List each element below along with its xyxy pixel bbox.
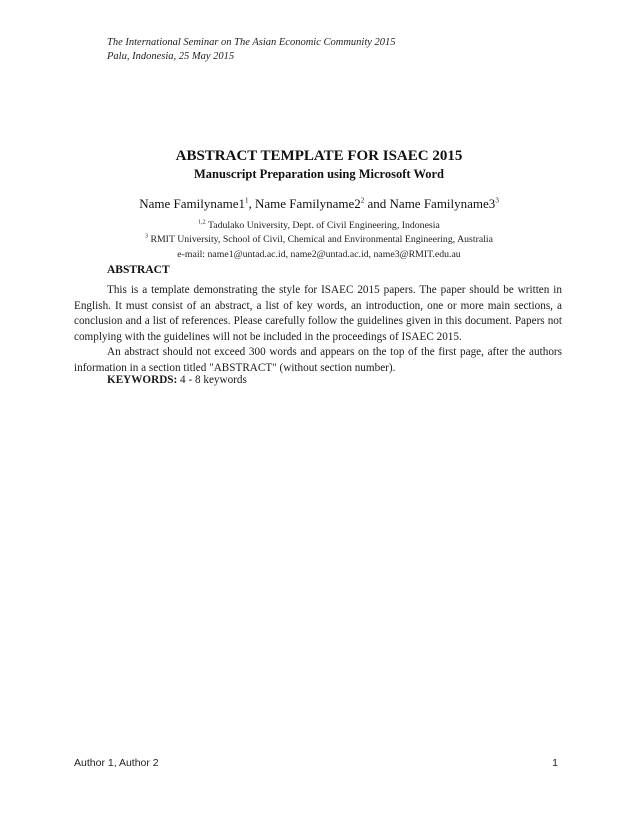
affiliation-text: RMIT University, School of Civil, Chemical and Environmental Engineering, Australia — [150, 234, 493, 245]
abstract-heading: ABSTRACT — [107, 264, 170, 276]
affiliation-line — [0, 220, 638, 231]
header-location-date: Palu, Indonesia, 25 May 2015 — [107, 51, 235, 62]
author-name: Name Familyname2 — [254, 196, 361, 211]
header-seminar-name: The International Seminar on The Asian Economic Community 2015 — [107, 37, 396, 48]
author-affiliation-marker: 2 — [360, 196, 365, 205]
affiliation-line — [0, 234, 638, 245]
running-header — [107, 36, 396, 64]
affiliation-marker: 1,2 — [198, 219, 206, 226]
author-name: Name Familyname3 — [389, 196, 496, 211]
author-affiliation-marker: 3 — [495, 196, 499, 205]
abstract-paragraph: This is a template demonstrating the style for ISAEC 2015 papers. The paper should be written in English. It must consist of an abstract, a list of key words, an introduction, one or more main sections, a conclusion and a list of references. Please carefully follow the guidelines given in this document. Papers not complying with the guidelines will not be included in the proceedings of ISAEC 2015. — [74, 284, 562, 343]
affiliation-marker: 3 — [144, 233, 148, 240]
author-affiliation-marker: 1 — [244, 196, 249, 205]
keywords-label: KEYWORDS: — [107, 374, 178, 386]
author-emails: e-mail: name1@untad.ac.id, name2@untad.ac.id, name3@RMIT.edu.au — [177, 249, 461, 260]
author-separator: , — [248, 196, 255, 211]
keywords-line — [107, 374, 247, 386]
paper-subtitle: Manuscript Preparation using Microsoft Word — [194, 167, 444, 181]
abstract-paragraph: An abstract should not exceed 300 words and appears on the top of the first page, after the authors information in a section titled "ABSTRACT" (without section number). — [74, 346, 562, 374]
author-separator: and — [364, 196, 390, 211]
author-name: Name Familyname1 — [139, 196, 245, 211]
footer-authors: Author 1, Author 2 — [74, 757, 159, 769]
abstract-body — [74, 283, 562, 377]
author-list — [0, 196, 638, 212]
keywords-value: 4 - 8 keywords — [180, 374, 247, 386]
affiliation-text: Tadulako University, Dept. of Civil Engineering, Indonesia — [207, 220, 440, 231]
paper-title: ABSTRACT TEMPLATE FOR ISAEC 2015 — [175, 148, 463, 164]
page-number: 1 — [552, 757, 558, 769]
